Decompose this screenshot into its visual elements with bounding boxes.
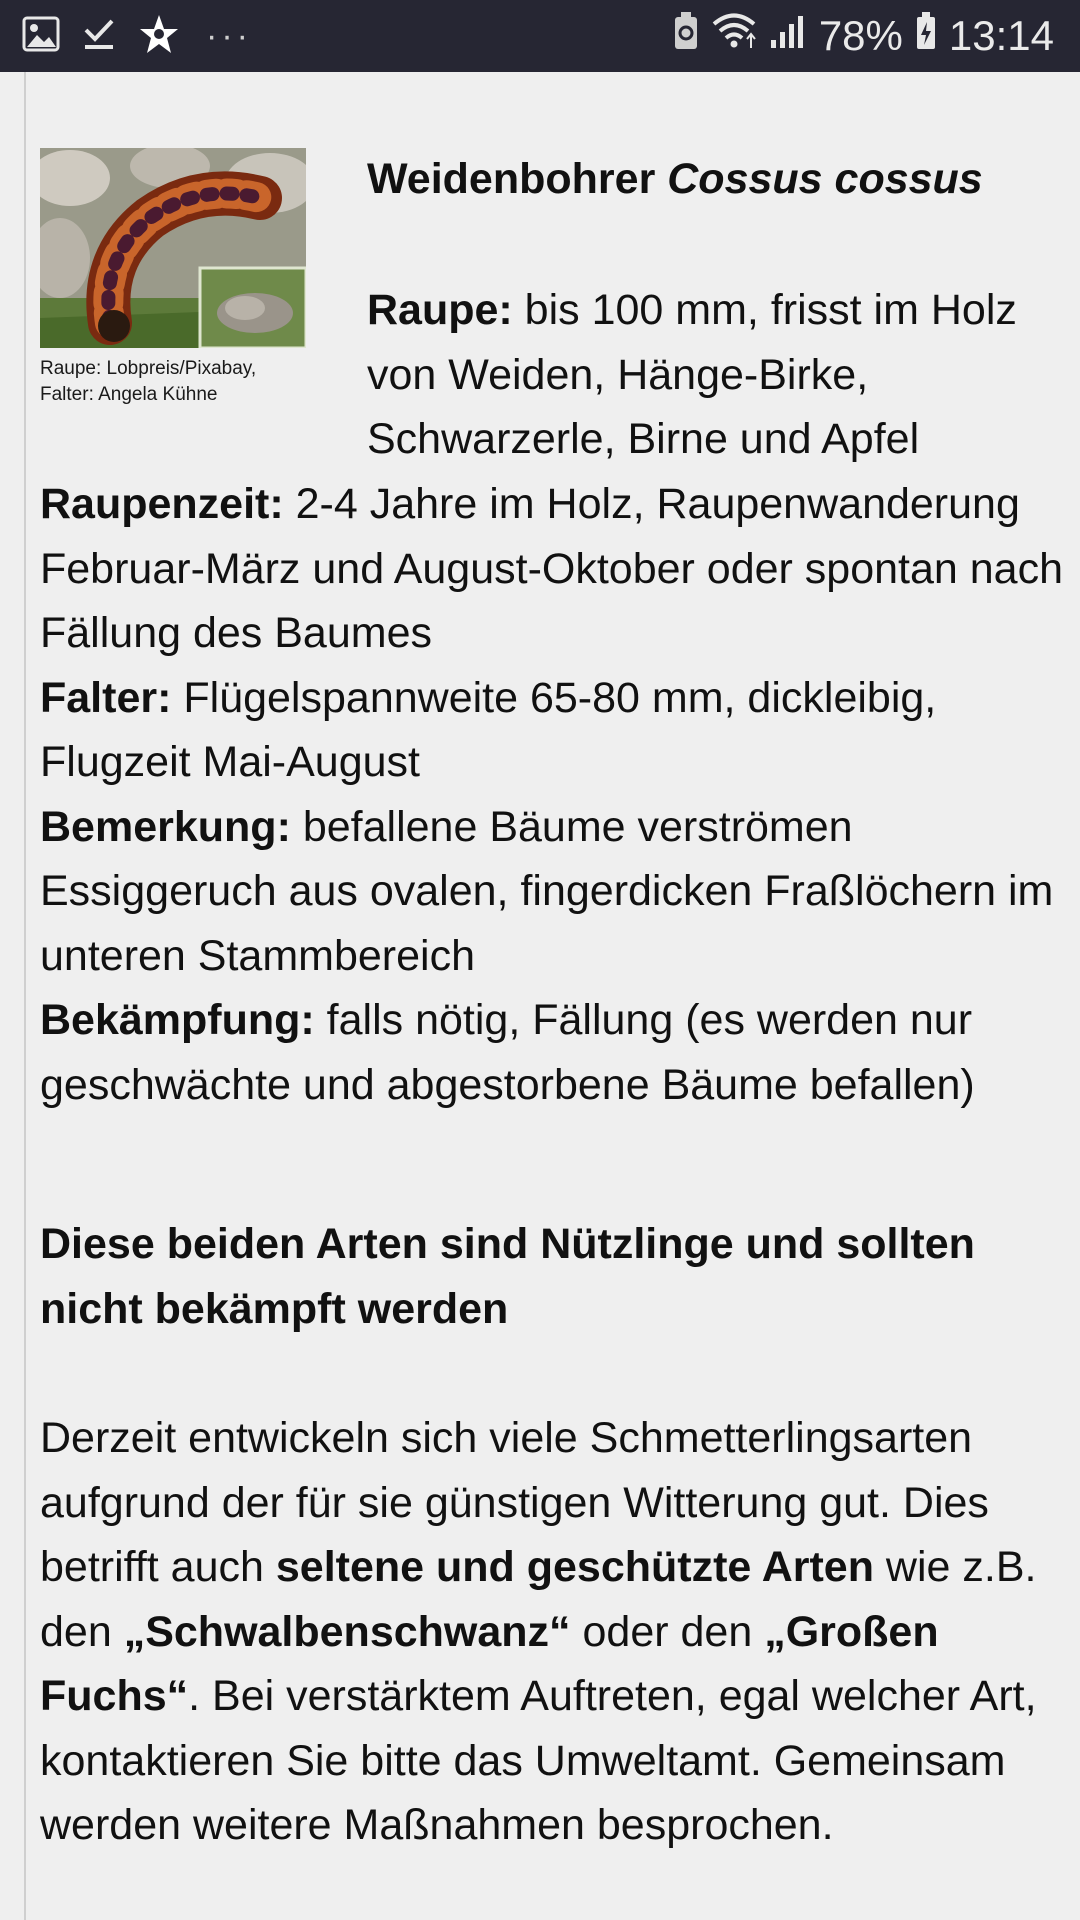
bemerkung-section: [40, 795, 1080, 989]
bekaempfung-section: [40, 988, 1080, 1117]
title-latin-name: Cossus cossus: [667, 155, 983, 203]
caption-line-1: Raupe: Lobpreis/Pixabay,: [40, 358, 257, 379]
raupe-text: bis 100 mm, frisst im Holz von Weiden, Hänge-Birke, Schwarzerle, Birne und Apfel: [367, 286, 1017, 463]
clock: 13:14: [948, 12, 1054, 59]
para-bold-1: seltene und geschützte Arten: [275, 1543, 874, 1591]
title-common-name: Weidenbohrer: [367, 155, 668, 203]
section-heading: Diese beiden Arten sind Nützlinge und sollten nicht bekämpft werden: [40, 1220, 975, 1333]
battery-charging-icon: [915, 11, 937, 61]
status-bar: [0, 0, 1080, 72]
para-bold-3: „Großen Fuchs“: [40, 1607, 939, 1720]
raupe-section: [367, 278, 1067, 472]
raupenzeit-section: [40, 472, 1080, 666]
caterpillar-thumbnail[interactable]: [40, 148, 306, 348]
bekaempfung-text: falls nötig, Fällung (es werden nur geschwächte und abgestorbene Bäume befallen): [40, 996, 975, 1109]
bemerkung-text: befallene Bäume verströmen Essiggeruch aus ovalen, fingerdicken Fraßlöchern im unteren Stammbereich: [40, 802, 1054, 980]
image-icon: [22, 16, 60, 57]
falter-section: [40, 666, 1080, 795]
more-icon: ···: [206, 16, 252, 55]
thumbnail-caption: [40, 356, 310, 408]
para-text-4: . Bei verstärktem Auftreten, egal welcher Art, kontaktieren Sie bitte das Umweltamt. Gemeinsam werden weitere Maßnahmen besprochen.: [40, 1672, 1037, 1849]
raupenzeit-label: Raupenzeit:: [40, 480, 284, 528]
species-title: [367, 150, 983, 208]
wifi-icon: [711, 11, 757, 61]
raupe-label: Raupe:: [367, 286, 513, 334]
species-details: [40, 472, 1080, 1117]
left-border: [24, 72, 26, 1920]
para-text-2: wie z.B. den: [40, 1543, 1037, 1656]
battery-percent: 78%: [818, 12, 903, 59]
recycle-battery-icon: [673, 11, 699, 61]
para-text-3: oder den: [570, 1607, 765, 1656]
star-app-icon: [138, 13, 180, 60]
raupenzeit-text: 2-4 Jahre im Holz, Raupenwanderung Februar-März und August-Oktober oder spontan nach Fällung des Baumes: [40, 480, 1064, 657]
falter-text: Flügelspannweite 65-80 mm, dickleibig, Flugzeit Mai-August: [40, 673, 937, 786]
falter-label: Falter:: [40, 673, 172, 722]
status-bar-system: [673, 10, 1054, 62]
para-bold-2: „Schwalbenschwanz“: [123, 1607, 571, 1656]
caterpillar-photo: [40, 148, 306, 348]
para-text-1: Derzeit entwickeln sich viele Schmetterlingsarten aufgrund der für sie günstigen Witterung gut. Dies betrifft auch: [40, 1414, 989, 1591]
bekaempfung-label: Bekämpfung:: [40, 996, 315, 1044]
caption-line-2: Falter: Angela Kühne: [40, 384, 218, 405]
info-paragraph: [40, 1406, 1080, 1858]
status-bar-notifications: [22, 12, 252, 60]
signal-icon: [769, 12, 807, 60]
check-download-icon: [82, 16, 116, 57]
bemerkung-label: Bemerkung:: [40, 802, 291, 851]
